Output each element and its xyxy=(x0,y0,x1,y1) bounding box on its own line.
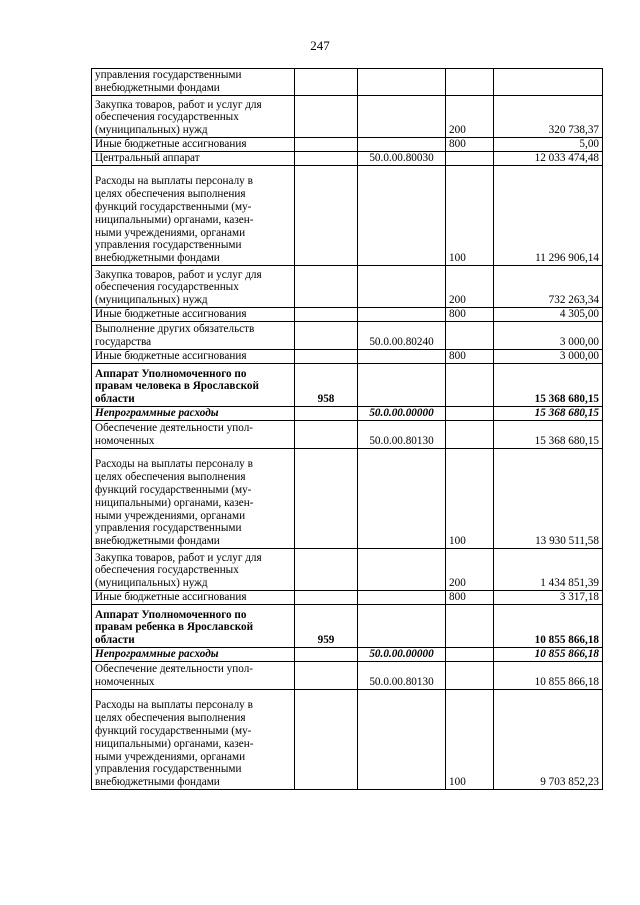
cell-code-text: 50.0.00.00000 xyxy=(369,648,434,661)
cell-amount-text: 12 033 474,48 xyxy=(534,152,599,165)
cell-amount-text: 3 317,18 xyxy=(559,591,599,604)
cell-dept xyxy=(295,690,358,790)
cell-type xyxy=(446,591,494,605)
budget-table-body xyxy=(92,69,603,790)
cell-amount xyxy=(494,152,603,166)
table-row xyxy=(92,322,603,350)
cell-type xyxy=(446,549,494,591)
cell-dept xyxy=(295,166,358,266)
cell-name xyxy=(92,591,295,605)
cell-name xyxy=(92,690,295,790)
cell-type xyxy=(446,421,494,449)
budget-table xyxy=(91,68,603,790)
cell-type-text: 800 xyxy=(449,591,466,604)
table-row xyxy=(92,605,603,648)
cell-dept xyxy=(295,605,358,648)
cell-name xyxy=(92,69,295,96)
cell-dept xyxy=(295,152,358,166)
cell-amount-text: 5,00 xyxy=(579,138,599,151)
cell-amount-text: 15 368 680,15 xyxy=(534,393,599,406)
cell-dept-text: 958 xyxy=(317,393,335,406)
cell-type xyxy=(446,152,494,166)
cell-name xyxy=(92,407,295,421)
cell-amount-text: 10 855 866,18 xyxy=(534,634,599,647)
cell-code xyxy=(358,591,446,605)
table-row xyxy=(92,591,603,605)
table-row xyxy=(92,138,603,152)
table-row xyxy=(92,266,603,308)
cell-name xyxy=(92,138,295,152)
cell-name-text: Непрограммные расходы xyxy=(95,648,219,661)
cell-type-text: 200 xyxy=(449,294,466,307)
cell-amount xyxy=(494,308,603,322)
table-row xyxy=(92,648,603,662)
cell-name-text: Закупка товаров, работ и услуг для обеспечения государственных (муниципальных) нужд xyxy=(95,268,262,307)
cell-amount-text: 9 703 852,23 xyxy=(540,776,599,789)
cell-name-text: Выполнение других обязательств государства xyxy=(95,323,255,349)
cell-type xyxy=(446,662,494,690)
cell-name-text: Обеспечение деятельности упол- номоченных xyxy=(95,663,254,689)
cell-dept-text: 959 xyxy=(317,634,335,647)
cell-type xyxy=(446,407,494,421)
cell-amount-text: 15 368 680,15 xyxy=(534,435,599,448)
cell-amount xyxy=(494,266,603,308)
table-row xyxy=(92,308,603,322)
cell-code-text: 50.0.00.80240 xyxy=(369,336,434,349)
cell-dept xyxy=(295,364,358,407)
cell-amount-text: 11 296 906,14 xyxy=(535,252,599,265)
cell-name-text: Расходы на выплаты персоналу в целях обеспечения выполнения функций государственными (му- ниципальными) органами, казен- ными учреждениями, органами управления государственными внебюджетными фондами xyxy=(95,175,254,265)
cell-type-text: 800 xyxy=(449,138,466,151)
cell-name xyxy=(92,152,295,166)
cell-code xyxy=(358,96,446,138)
cell-name xyxy=(92,648,295,662)
table-row xyxy=(92,449,603,549)
cell-type-text: 800 xyxy=(449,350,466,363)
cell-code xyxy=(358,350,446,364)
cell-amount xyxy=(494,69,603,96)
cell-type xyxy=(446,690,494,790)
cell-name-text: Иные бюджетные ассигнования xyxy=(95,591,247,604)
cell-code-text: 50.0.00.00000 xyxy=(369,407,434,420)
cell-amount xyxy=(494,322,603,350)
cell-code xyxy=(358,407,446,421)
cell-dept xyxy=(295,421,358,449)
cell-dept xyxy=(295,549,358,591)
cell-name-text: Непрограммные расходы xyxy=(95,407,219,420)
cell-type xyxy=(446,308,494,322)
cell-amount-text: 1 434 851,39 xyxy=(540,577,599,590)
cell-amount-text: 10 855 866,18 xyxy=(534,676,599,689)
cell-name-text: Иные бюджетные ассигнования xyxy=(95,308,247,321)
table-row xyxy=(92,166,603,266)
cell-type xyxy=(446,350,494,364)
table-row xyxy=(92,350,603,364)
cell-amount-text: 3 000,00 xyxy=(559,336,599,349)
table-row xyxy=(92,152,603,166)
table-row xyxy=(92,96,603,138)
cell-amount-text: 10 855 866,18 xyxy=(534,648,599,661)
cell-name-text: Обеспечение деятельности упол- номоченных xyxy=(95,422,254,448)
cell-code xyxy=(358,308,446,322)
cell-name xyxy=(92,449,295,549)
cell-code-text: 50.0.00.80030 xyxy=(369,152,434,165)
cell-dept xyxy=(295,662,358,690)
cell-name-text: управления государственными внебюджетными фондами xyxy=(95,69,242,95)
cell-name-text: Центральный аппарат xyxy=(95,152,200,165)
cell-type xyxy=(446,266,494,308)
cell-name xyxy=(92,662,295,690)
cell-code xyxy=(358,166,446,266)
cell-code xyxy=(358,266,446,308)
cell-dept xyxy=(295,138,358,152)
table-row xyxy=(92,69,603,96)
cell-name xyxy=(92,166,295,266)
cell-code xyxy=(358,690,446,790)
cell-code xyxy=(358,605,446,648)
cell-name-text: Аппарат Уполномоченного по правам ребенка в Ярославской области xyxy=(95,608,254,647)
cell-name-text: Закупка товаров, работ и услуг для обеспечения государственных (муниципальных) нужд xyxy=(95,98,262,137)
cell-dept xyxy=(295,96,358,138)
cell-amount xyxy=(494,364,603,407)
cell-code xyxy=(358,648,446,662)
cell-amount-text: 3 000,00 xyxy=(559,350,599,363)
cell-amount xyxy=(494,690,603,790)
cell-dept xyxy=(295,350,358,364)
cell-amount xyxy=(494,407,603,421)
cell-dept xyxy=(295,308,358,322)
cell-type-text: 200 xyxy=(449,124,466,137)
table-row xyxy=(92,421,603,449)
cell-name-text: Иные бюджетные ассигнования xyxy=(95,350,247,363)
cell-code xyxy=(358,152,446,166)
cell-name xyxy=(92,421,295,449)
cell-code xyxy=(358,322,446,350)
table-row xyxy=(92,407,603,421)
cell-code xyxy=(358,549,446,591)
cell-code-text: 50.0.00.80130 xyxy=(369,676,434,689)
cell-amount xyxy=(494,96,603,138)
cell-amount-text: 15 368 680,15 xyxy=(534,407,599,420)
cell-name xyxy=(92,96,295,138)
cell-name-text: Аппарат Уполномоченного по правам человека в Ярославской области xyxy=(95,367,259,406)
cell-name xyxy=(92,350,295,364)
cell-dept xyxy=(295,407,358,421)
cell-code xyxy=(358,662,446,690)
cell-code xyxy=(358,449,446,549)
cell-amount xyxy=(494,421,603,449)
cell-type xyxy=(446,138,494,152)
cell-amount-text: 4 305,00 xyxy=(559,308,599,321)
cell-type xyxy=(446,69,494,96)
cell-type-text: 100 xyxy=(449,252,466,265)
cell-code xyxy=(358,364,446,407)
cell-dept xyxy=(295,449,358,549)
cell-type-text: 100 xyxy=(449,535,466,548)
cell-name xyxy=(92,549,295,591)
cell-code xyxy=(358,421,446,449)
cell-type-text: 100 xyxy=(449,776,466,789)
cell-amount xyxy=(494,449,603,549)
cell-type-text: 200 xyxy=(449,577,466,590)
cell-amount xyxy=(494,138,603,152)
cell-amount-text: 320 738,37 xyxy=(548,124,599,137)
cell-name xyxy=(92,266,295,308)
cell-dept xyxy=(295,69,358,96)
page-number: 247 xyxy=(310,38,330,53)
cell-code xyxy=(358,138,446,152)
cell-amount xyxy=(494,591,603,605)
cell-name-text: Расходы на выплаты персоналу в целях обеспечения выполнения функций государственными (му- ниципальными) органами, казен- ными учреждениями, органами управления государственными внебюджетными фондами xyxy=(95,458,254,548)
cell-name xyxy=(92,605,295,648)
cell-dept xyxy=(295,591,358,605)
cell-amount xyxy=(494,166,603,266)
cell-type-text: 800 xyxy=(449,308,466,321)
cell-name-text: Расходы на выплаты персоналу в целях обеспечения выполнения функций государственными (му- ниципальными) органами, казен- ными учреждениями, органами управления государственными внебюджетными фондами xyxy=(95,699,254,789)
table-row xyxy=(92,549,603,591)
cell-type xyxy=(446,449,494,549)
cell-type xyxy=(446,322,494,350)
table-row xyxy=(92,690,603,790)
cell-amount xyxy=(494,662,603,690)
cell-amount xyxy=(494,605,603,648)
cell-type xyxy=(446,605,494,648)
cell-amount-text: 13 930 511,58 xyxy=(535,535,599,548)
cell-amount xyxy=(494,549,603,591)
cell-name xyxy=(92,308,295,322)
cell-type xyxy=(446,96,494,138)
table-row xyxy=(92,364,603,407)
cell-code-text: 50.0.00.80130 xyxy=(369,435,434,448)
cell-amount-text: 732 263,34 xyxy=(548,294,599,307)
table-row xyxy=(92,662,603,690)
cell-type xyxy=(446,166,494,266)
cell-type xyxy=(446,364,494,407)
cell-amount xyxy=(494,350,603,364)
cell-name xyxy=(92,364,295,407)
cell-dept xyxy=(295,266,358,308)
cell-type xyxy=(446,648,494,662)
cell-dept xyxy=(295,322,358,350)
cell-name xyxy=(92,322,295,350)
cell-dept xyxy=(295,648,358,662)
cell-code xyxy=(358,69,446,96)
cell-name-text: Закупка товаров, работ и услуг для обеспечения государственных (муниципальных) нужд xyxy=(95,551,262,590)
cell-amount xyxy=(494,648,603,662)
cell-name-text: Иные бюджетные ассигнования xyxy=(95,138,247,151)
